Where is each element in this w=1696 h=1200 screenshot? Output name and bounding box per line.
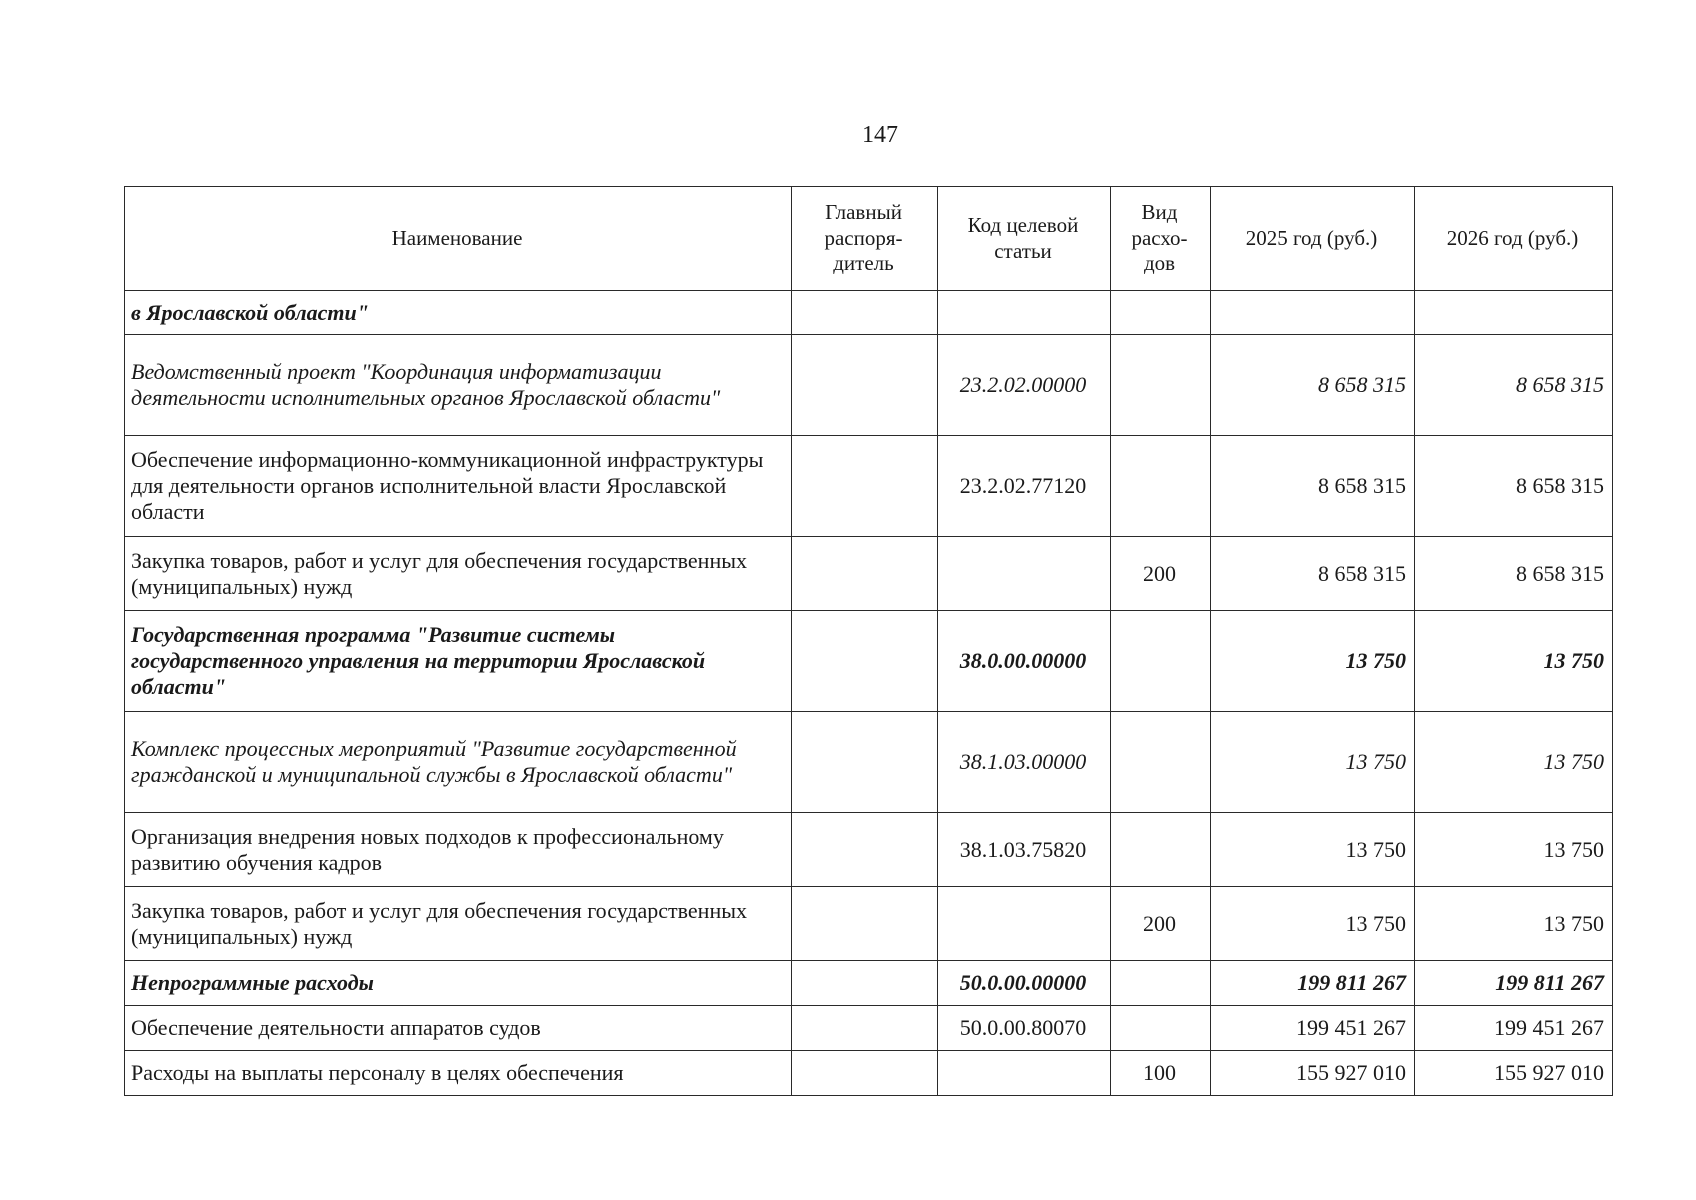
cell-2026: 13 750 (1415, 712, 1613, 813)
cell-code: 38.0.00.00000 (938, 611, 1111, 712)
table-row (125, 887, 1613, 961)
cell-code: 23.2.02.00000 (938, 335, 1111, 436)
cell-name: Обеспечение деятельности аппаратов судов (125, 1006, 792, 1051)
cell-manager (792, 611, 938, 712)
table-row (125, 436, 1613, 537)
cell-2025: 13 750 (1211, 887, 1415, 961)
cell-name: Непрограммные расходы (125, 961, 792, 1006)
table-row (125, 291, 1613, 335)
header-year-2025: 2025 год (руб.) (1211, 187, 1415, 291)
cell-2026: 155 927 010 (1415, 1051, 1613, 1096)
cell-2026: 199 811 267 (1415, 961, 1613, 1006)
budget-table (124, 186, 1613, 1096)
cell-2026: 13 750 (1415, 611, 1613, 712)
table-row (125, 813, 1613, 887)
cell-manager (792, 1006, 938, 1051)
cell-manager (792, 436, 938, 537)
cell-kind: 200 (1111, 887, 1211, 961)
cell-name: Обеспечение информационно-коммуникационной инфраструктуры для деятельности органов исполнительной власти Ярославской области (125, 436, 792, 537)
cell-kind (1111, 712, 1211, 813)
header-main-manager: Главный распоря-дитель (792, 187, 938, 291)
cell-2025 (1211, 291, 1415, 335)
table-row (125, 961, 1613, 1006)
cell-code (938, 1051, 1111, 1096)
cell-2026: 8 658 315 (1415, 335, 1613, 436)
cell-manager (792, 961, 938, 1006)
cell-manager (792, 291, 938, 335)
cell-manager (792, 537, 938, 611)
cell-2026: 13 750 (1415, 813, 1613, 887)
cell-kind: 200 (1111, 537, 1211, 611)
cell-manager (792, 712, 938, 813)
table-row (125, 537, 1613, 611)
cell-manager (792, 813, 938, 887)
table-row (125, 1006, 1613, 1051)
cell-code (938, 291, 1111, 335)
header-expense-type: Вид расхо-дов (1111, 187, 1211, 291)
table-row (125, 1051, 1613, 1096)
cell-2025: 13 750 (1211, 712, 1415, 813)
header-target-code: Код целевой статьи (938, 187, 1111, 291)
cell-name: Комплекс процессных мероприятий "Развитие государственной гражданской и муниципальной службы в Ярославской области" (125, 712, 792, 813)
table-row (125, 712, 1613, 813)
cell-code: 38.1.03.00000 (938, 712, 1111, 813)
cell-code: 38.1.03.75820 (938, 813, 1111, 887)
cell-2026: 8 658 315 (1415, 436, 1613, 537)
cell-code (938, 537, 1111, 611)
cell-2025: 155 927 010 (1211, 1051, 1415, 1096)
cell-2025: 8 658 315 (1211, 335, 1415, 436)
cell-kind: 100 (1111, 1051, 1211, 1096)
cell-code (938, 887, 1111, 961)
page-number: 147 (862, 122, 898, 148)
cell-name: Организация внедрения новых подходов к профессиональному развитию обучения кадров (125, 813, 792, 887)
cell-code: 50.0.00.80070 (938, 1006, 1111, 1051)
cell-kind (1111, 436, 1211, 537)
cell-kind (1111, 611, 1211, 712)
table-row (125, 335, 1613, 436)
cell-2025: 199 451 267 (1211, 1006, 1415, 1051)
cell-manager (792, 335, 938, 436)
cell-name: Расходы на выплаты персоналу в целях обеспечения (125, 1051, 792, 1096)
cell-2025: 13 750 (1211, 611, 1415, 712)
cell-code: 50.0.00.00000 (938, 961, 1111, 1006)
cell-name: Государственная программа "Развитие системы государственного управления на территории Ярославской области" (125, 611, 792, 712)
table-row (125, 611, 1613, 712)
header-year-2026: 2026 год (руб.) (1415, 187, 1613, 291)
cell-2026: 8 658 315 (1415, 537, 1613, 611)
cell-2026: 13 750 (1415, 887, 1613, 961)
cell-manager (792, 887, 938, 961)
cell-2025: 8 658 315 (1211, 436, 1415, 537)
cell-2026: 199 451 267 (1415, 1006, 1613, 1051)
cell-name: в Ярославской области" (125, 291, 792, 335)
cell-kind (1111, 335, 1211, 436)
cell-code: 23.2.02.77120 (938, 436, 1111, 537)
cell-2026 (1415, 291, 1613, 335)
cell-name: Закупка товаров, работ и услуг для обеспечения государственных (муниципальных) нужд (125, 887, 792, 961)
cell-manager (792, 1051, 938, 1096)
cell-name: Ведомственный проект "Координация информатизации деятельности исполнительных органов Ярославской области" (125, 335, 792, 436)
table-header-row (125, 187, 1613, 291)
cell-name: Закупка товаров, работ и услуг для обеспечения государственных (муниципальных) нужд (125, 537, 792, 611)
cell-kind (1111, 961, 1211, 1006)
cell-2025: 13 750 (1211, 813, 1415, 887)
header-name: Наименование (125, 187, 792, 291)
cell-2025: 8 658 315 (1211, 537, 1415, 611)
cell-kind (1111, 291, 1211, 335)
cell-2025: 199 811 267 (1211, 961, 1415, 1006)
cell-kind (1111, 1006, 1211, 1051)
cell-kind (1111, 813, 1211, 887)
